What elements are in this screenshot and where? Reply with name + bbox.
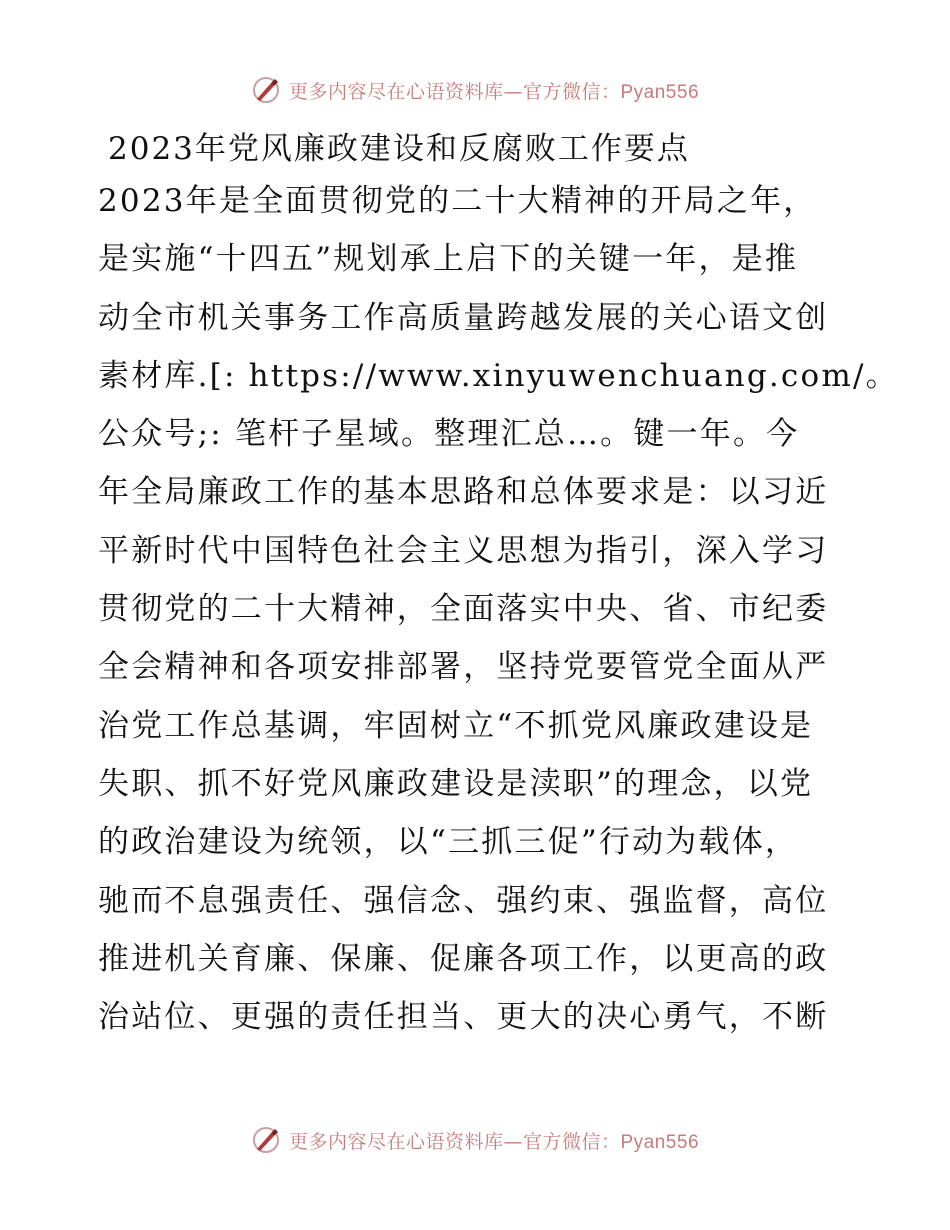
body-line: 素材库.[: https://www.xinyuwenchuang.com/。 [98,357,899,394]
document-body [98,172,899,1046]
body-line: 推进机关育廉、保廉、促廉各项工作，以更高的政 [98,940,829,977]
pen-seal-icon [251,1125,281,1155]
body-line: 全会精神和各项安排部署，坚持党要管党全面从严 [98,649,829,686]
body-line: 的政治建设为统领，以“三抓三促”行动为载体， [98,824,799,861]
body-line: 驰而不息强责任、强信念、强约束、强监督，高位 [98,882,829,919]
footer-wechat-handle: Pyan556 [620,1131,700,1153]
body-line: 2023年是全面贯彻党的二十大精神的开局之年， [98,183,817,219]
header-banner [0,70,950,110]
footer-banner-text: 更多内容尽在心语资料库—官方微信：Pyan556 [288,1130,700,1153]
body-line: 是实施“十四五”规划承上启下的关键一年，是推 [98,241,799,278]
header-wechat-handle: Pyan556 [620,81,700,103]
body-line: 贯彻党的二十大精神，全面落实中央、省、市纪委 [98,591,829,628]
body-line: 治党工作总基调，牢固树立“不抓党风廉政建设是 [98,707,814,744]
body-line: 平新时代中国特色社会主义思想为指引，深入学习 [98,532,829,569]
body-line: 动全市机关事务工作高质量跨越发展的关心语文创 [98,299,829,336]
body-line: 失职、抓不好党风廉政建设是渎职”的理念，以党 [98,765,814,802]
body-line: 年全局廉政工作的基本思路和总体要求是：以习近 [98,474,829,511]
body-line: 公众号;: 笔杆子星域。整理汇总…。键一年。今 [98,416,800,453]
footer-banner [0,1120,950,1160]
pen-seal-icon [251,75,281,105]
body-line: 治站位、更强的责任担当、更大的决心勇气，不断 [98,999,829,1036]
document-title: 2023年党风廉政建设和反腐败工作要点 [108,131,690,167]
header-banner-text: 更多内容尽在心语资料库—官方微信：Pyan556 [288,80,700,103]
